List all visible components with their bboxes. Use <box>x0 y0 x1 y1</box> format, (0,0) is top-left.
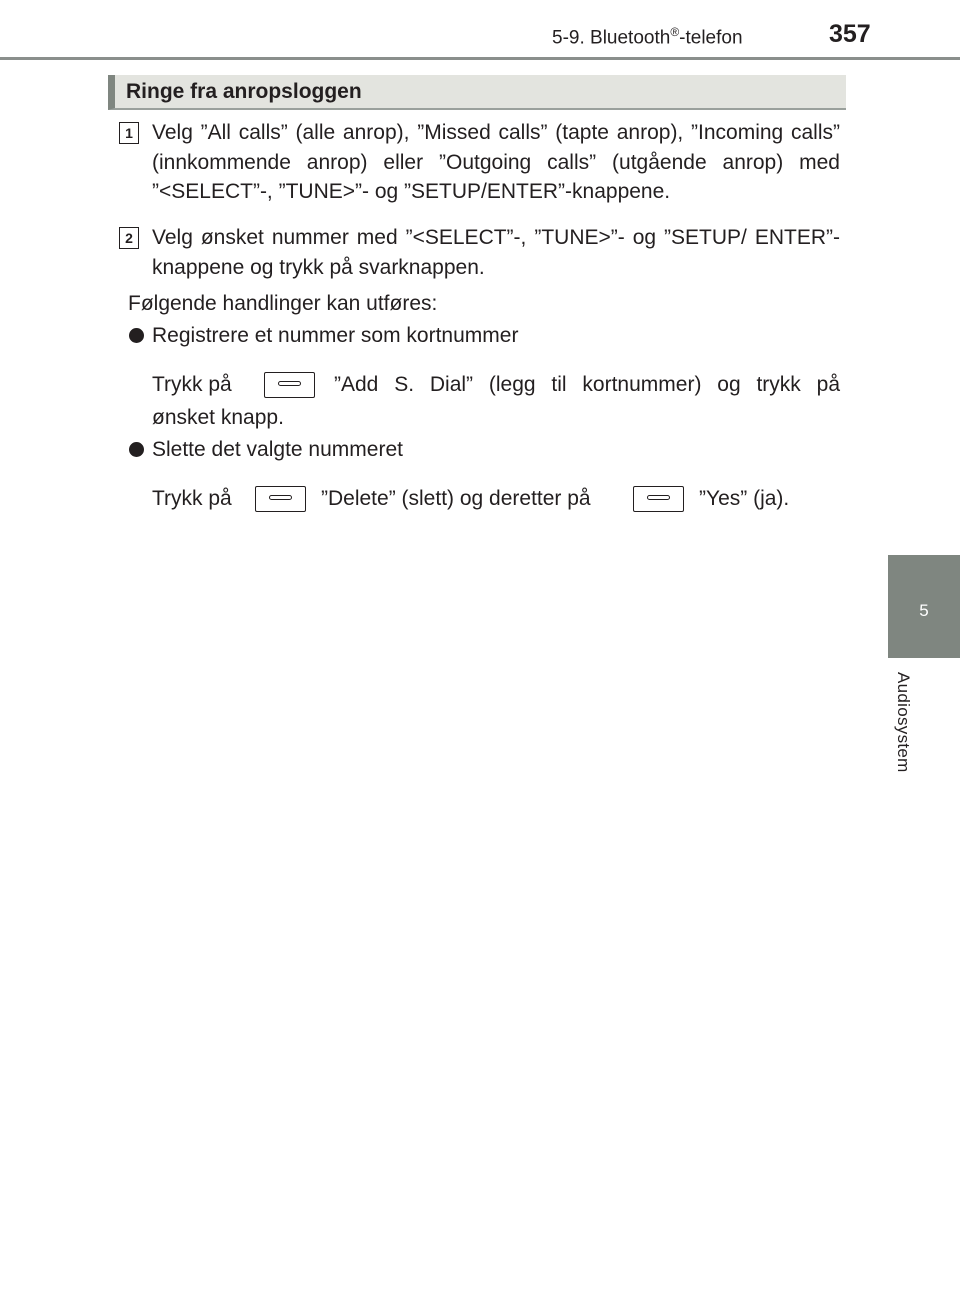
section-heading <box>108 75 846 110</box>
page-number: 357 <box>829 20 871 48</box>
step-number-1: 1 <box>119 122 139 144</box>
header-section-suffix: -telefon <box>679 27 743 49</box>
bullet-icon <box>129 442 144 457</box>
action-2-line1-after: ”Yes” (ja). <box>699 487 790 510</box>
action-1-line1-after: ”Add S. Dial” (legg til kortnummer) og trykk på <box>334 373 840 396</box>
screen-button-icon <box>255 486 306 512</box>
chapter-tab <box>888 555 960 658</box>
action-2-title: Slette det valgte nummeret <box>152 438 403 461</box>
action-1-line1-before: Trykk på <box>152 373 232 396</box>
header-rule <box>0 57 960 60</box>
bullet-icon <box>129 328 144 343</box>
chapter-number: 5 <box>919 601 929 620</box>
action-2-line1-middle: ”Delete” (slett) og deretter på <box>321 487 591 510</box>
action-1-line2: ønsket knapp. <box>152 406 284 429</box>
screen-button-icon <box>264 372 315 398</box>
registered-mark: ® <box>670 25 680 39</box>
actions-intro: Følgende handlinger kan utføres: <box>128 292 438 315</box>
screen-button-icon <box>633 486 684 512</box>
chapter-label: Audiosystem <box>894 672 913 773</box>
action-2-line1-before: Trykk på <box>152 487 232 510</box>
running-header <box>552 25 743 49</box>
action-1-title: Registrere et nummer som kortnummer <box>152 324 519 347</box>
step-1-text: Velg ”All calls” (alle anrop), ”Missed calls” (tapte anrop), ”Incoming calls” (innkommende anrop) eller ”Outgoing calls” (utgående anrop) med ”<SELECT”-, ”TUNE>”- og ”SETUP/ENTER”-knappene. <box>152 121 840 203</box>
step-2-text: Velg ønsket nummer med ”<SELECT”-, ”TUNE>”- og ”SETUP/ ENTER”-knappene og trykk på svarknappen. <box>152 226 840 279</box>
step-number-2: 2 <box>119 227 139 249</box>
section-title: Ringe fra anropsloggen <box>126 80 362 103</box>
header-section: 5-9. Bluetooth <box>552 27 671 49</box>
